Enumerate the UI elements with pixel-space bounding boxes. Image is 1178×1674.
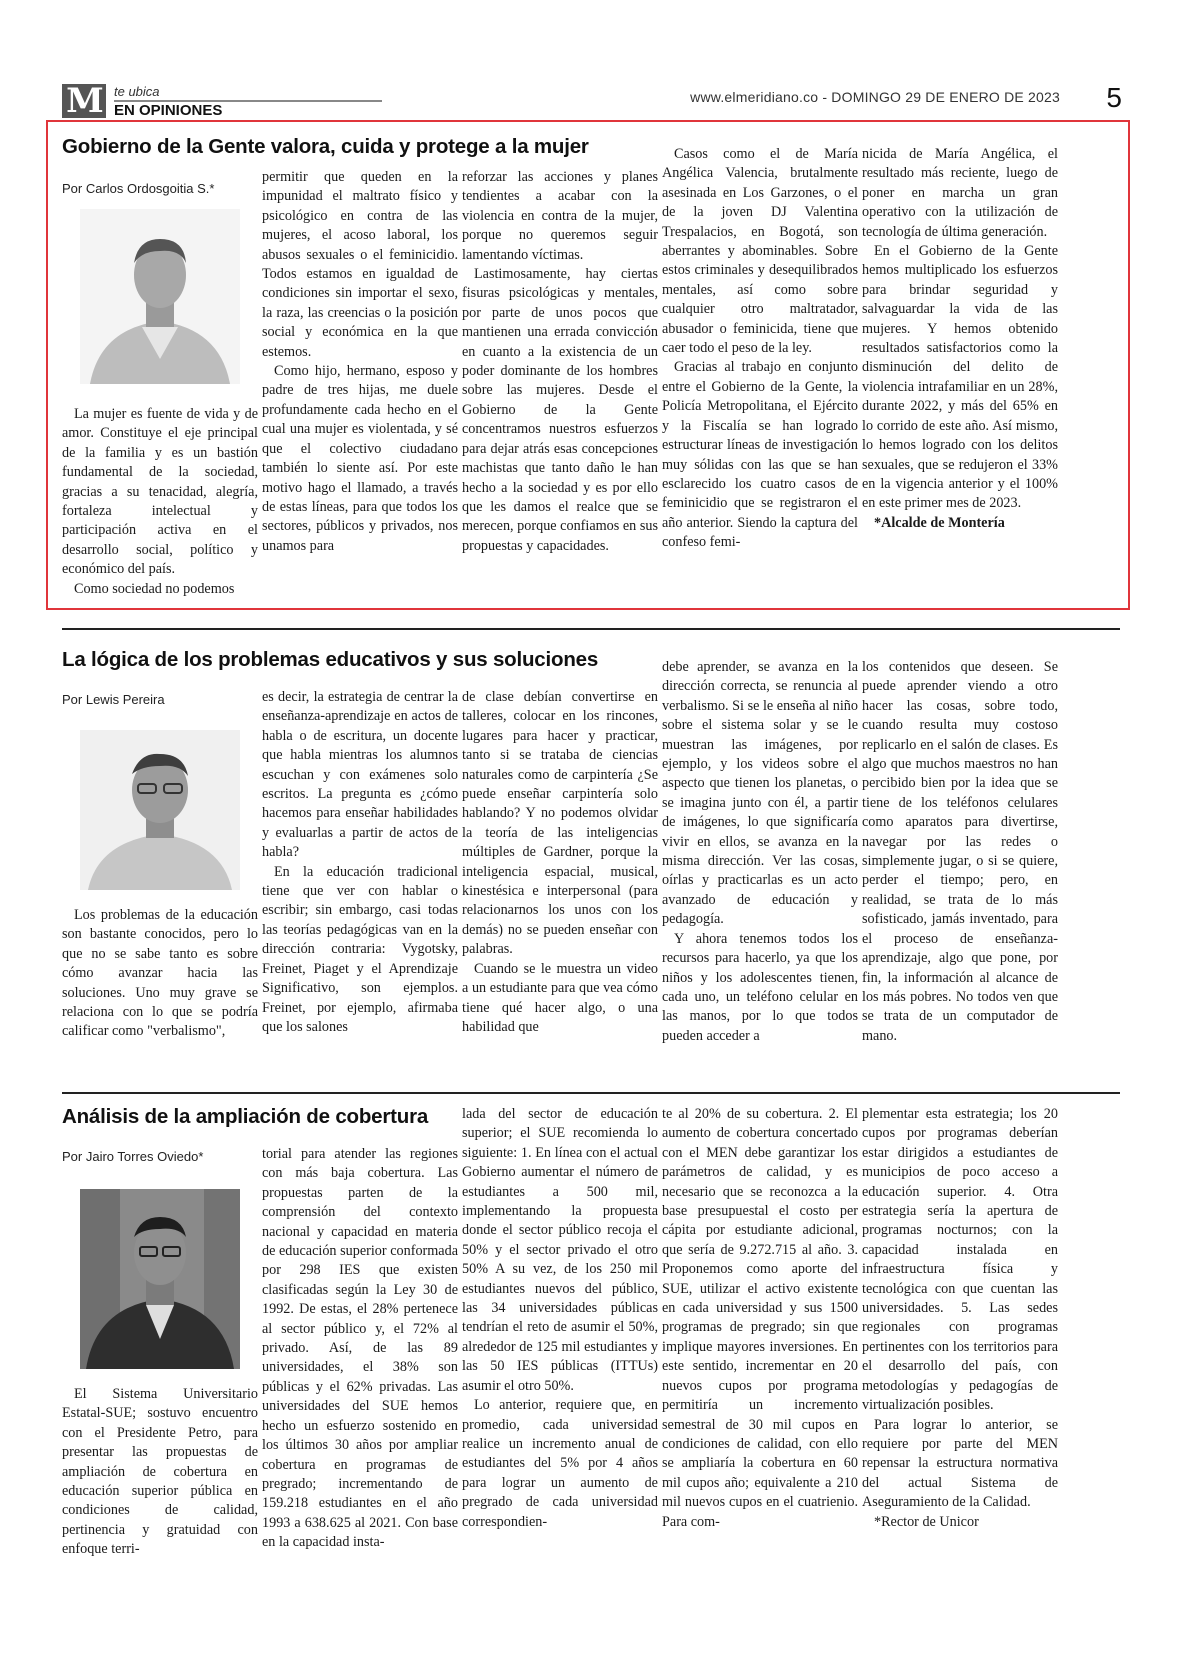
newspaper-logo[interactable]: M bbox=[62, 84, 106, 118]
paragraph: plementar esta estrategia; los 20 cupos por programas deberían estar dirigidos a estudiantes de municipios de poco acceso a educación superior. 4. Otra estrategia sería la apertura de programas nocturnos; con la capacidad instalada en infraestructura física y tecnológica con que cuentan las universidades. 5. Las sedes regionales con programas pertinentes con los territorios para el desarrollo del país, con metodologías y pedagogías de virtualización posibles. bbox=[862, 1106, 1058, 1414]
text-column bbox=[262, 1145, 458, 1635]
paragraph: debe aprender, se avanza en la dirección correcta, se renuncia al verbalismo. Si se le enseña al niño sobre el sistema solar y se le muestran las imágenes, por ejemplo, y los videos sobre el aspecto que tienen los planetas, o se imagina junto con él, a partir de imágenes, lo que significaría vivir en ellos, se avanza en la misma dirección. Ver las cosas, oírlas y practicarlas es un acto avanzado de educación y pedagogía. bbox=[662, 659, 858, 928]
text-column bbox=[862, 145, 1058, 605]
paragraph: de clase debían convertirse en talleres, colocar en los rincones, lugares para hacer y practicar, tanto si se trataba de ciencias naturales como de carpintería ¿Se puede enseñar carpintería solo hablando? Y no podemos olvidar la teoría de las inteligencias múltiples de Gardner, porque la inteligencia espacial, musical, kinestésica e interpersonal (para relacionarnos los unos con los demás) no se pueden enseñar con palabras. bbox=[462, 689, 658, 958]
paragraph: Y ahora tenemos todos los recursos para hacerlo, ya que los niños y los adolescentes tienen, cada uno, un teléfono celular en las manos, por lo que todos pueden acceder a bbox=[662, 930, 858, 1044]
section-name: EN OPINIONES bbox=[114, 102, 223, 119]
author-photo bbox=[80, 209, 240, 384]
article-byline: Por Jairo Torres Oviedo* bbox=[62, 1149, 204, 1164]
page-number: 5 bbox=[1106, 82, 1122, 113]
paragraph: es decir, la estrategia de centrar la enseñanza-aprendizaje en actos de habla o de escritura, un docente que habla mientras los alumnos escuchan y con exámenes solo escritos. La pregunta es ¿cómo hacemos para enseñar habilidades y evaluarlas a partir de actos de habla? bbox=[262, 689, 458, 861]
article-coverage-analysis bbox=[62, 1105, 1120, 1635]
author-signature: *Alcalde de Montería bbox=[874, 514, 1005, 531]
dateline: www.elmeridiano.co - DOMINGO 29 DE ENERO DE 2023 bbox=[690, 89, 1060, 105]
text-column bbox=[62, 906, 258, 1078]
paragraph: Lo anterior, requiere que, en promedio, cada universidad realice un incremento anual de estudiantes del 5% por 4 años para lograr un aumento de pregrado de cada universidad correspondien- bbox=[462, 1397, 658, 1530]
article-headline: Gobierno de la Gente valora, cuida y protege a la mujer bbox=[62, 135, 589, 158]
text-column bbox=[262, 688, 458, 1078]
paragraph: Para lograr lo anterior, se requiere por parte del MEN repensar la estructura normativa del actual Sistema de Aseguramiento de la Calidad. bbox=[862, 1416, 1058, 1511]
paragraph: te al 20% de su cobertura. 2. El aumento de cobertura concertado con el MEN debe garantizar los parámetros de calidad, y es necesario que se reconozca a la base presupuestal el costo per cápita por estudiante adicional, que sería de 9.272.715 al año. 3. Proponemos como aporte del SUE, utilizar el activo existente en cada universidad y sus 1500 programas de pregrado; sin que implique mayores inversiones. En este sentido, incrementar en 20 nuevos cupos por programa permitiría un incremento semestral de 30 mil cupos en condiciones de calidad, con ello se ampliaría la cobertura en 60 mil cupos año; equivalente a 210 mil nuevos cupos en el cuatrienio. Para com- bbox=[662, 1106, 858, 1530]
text-column bbox=[62, 1385, 258, 1585]
article-headline: La lógica de los problemas educativos y sus soluciones bbox=[62, 648, 599, 671]
paragraph: Los problemas de la educación son bastante conocidos, pero lo que no se sabe tanto es sobre cómo avanzar hacia las soluciones. Uno muy grave se relaciona con lo que se podría calificar como "verbalismo", bbox=[62, 907, 258, 1040]
text-column bbox=[262, 168, 458, 605]
article-byline: Por Carlos Ordosgoitia S.* bbox=[62, 181, 215, 196]
paragraph: En la educación tradicional tiene que ver con hablar o escribir; sin embargo, casi todas las teorías pedagógicas van en la dirección contraria: Vygotsky, Freinet, Piaget y el Aprendizaje Significativo, son ejemplos. Freinet, por ejemplo, afirmaba que los salones bbox=[262, 863, 458, 1035]
paragraph: Gracias al trabajo en conjunto entre el Gobierno de la Gente, la Policía Metropolitana, el Ejército y la Fiscalía se han logrado estructurar líneas de investigación muy sólidas con las que se han esclarecido los cuatro casos de feminicidio que se registraron el año anterior. Siendo la captura del confeso femi- bbox=[662, 359, 858, 551]
paragraph: reforzar las acciones y planes tendientes a acabar con la violencia en contra de la mujer, porque no queremos seguir lamentando víctimas. bbox=[462, 169, 658, 263]
paragraph: Casos como el de María Angélica Valencia, brutalmente asesinada en Los Garzones, o el de la joven DJ Valentina Trespalacios, en Bogotá, son aberrantes y abominables. Sobre estos criminales y desequilibrados mentales, así como sobre cualquier otro maltratador, abusador o feminicida, tiene que caer todo el peso de la ley. bbox=[662, 146, 858, 357]
text-column bbox=[462, 168, 658, 605]
article-separator bbox=[62, 628, 1120, 630]
paragraph: La mujer es fuente de vida y de amor. Constituye el eje principal de la familia y es un bastión fundamental de la sociedad, gracias a su tenacidad, alegría, fortaleza intelectual y participación activa en el desarrollo social, político y económico del país. bbox=[62, 406, 258, 578]
article-education-logic bbox=[62, 648, 1120, 1078]
text-column bbox=[662, 1105, 858, 1635]
author-photo bbox=[80, 730, 240, 890]
paragraph: En el Gobierno de la Gente hemos multiplicado los esfuerzos para brindar seguridad y salvaguardar la vida de las mujeres. Y hemos obtenido resultados satisfactorios como la disminución del delito de violencia intrafamiliar en un 28%, durante 2022, y más del 65% en lo corrido de este año. Así mismo, lo hemos logrado con los delitos sexuales, que se redujeron el 33% en la vigencia anterior y el 100% en este primer mes de 2023. bbox=[862, 243, 1058, 512]
author-photo bbox=[80, 1189, 240, 1369]
paragraph: Cuando se le muestra un video a un estudiante para que vea cómo tiene qué hacer algo, o una habilidad que bbox=[462, 960, 658, 1035]
paragraph: los contenidos que deseen. Se puede aprender viendo a otro hacer las cosas, sobre todo, cuando resulta muy costoso replicarlo en el salón de clases. Es algo que muchos maestros no han percibido bien por la idea que se tiene de los teléfonos celulares como aparatos para divertirse, navegar por las redes o simplemente jugar, o si se quiere, perder el tiempo; pero, en realidad, se trata de lo más sofisticado, jamás inventado, para el proceso de enseñanza-aprendizaje, algo que pone, por fin, la información al alcance de los más pobres. No todos ven que se trata de un computador de mano. bbox=[862, 659, 1058, 1044]
text-column bbox=[462, 688, 658, 1078]
text-column bbox=[862, 1105, 1058, 1635]
text-column bbox=[62, 405, 258, 605]
paragraph: nicida de María Angélica, el resultado más reciente, luego de poner en marcha un gran operativo con la utilización de tecnología de última generación. bbox=[862, 146, 1058, 240]
text-column bbox=[462, 1105, 658, 1635]
paragraph: Como sociedad no podemos bbox=[74, 580, 235, 597]
author-signature: *Rector de Unicor bbox=[874, 1513, 979, 1530]
article-headline: Análisis de la ampliación de cobertura bbox=[62, 1105, 429, 1128]
paragraph: Lastimosamente, hay ciertas fisuras psicológicas y mentales, por parte de unos pocos que mantienen una errada convicción en cuanto a la existencia de un poder dominante de los hombres sobre las mujeres. Desde el Gobierno de la Gente concentramos nuestros esfuerzos para dejar atrás esas concepciones machistas que tanto daño le han hecho a la sociedad y es por ello que les damos el realce que se merecen, porque confiamos en sus propuestas y capacidades. bbox=[462, 266, 658, 554]
masthead bbox=[62, 81, 1122, 121]
paragraph: torial para atender las regiones con más baja cobertura. Las propuestas parten de la comprensión del contexto nacional y capacidad en materia de educación superior conformada por 298 IES que existen clasificadas según la Ley 30 de 1992. De estas, el 28% pertenece al sector público y, el 72% al privado. Así, de las 89 universidades, el 38% son públicas y el 62% privadas. Las universidades del SUE hemos hecho un esfuerzo sostenido en los últimos 30 años por ampliar cobertura en programas de pregrado; incrementando de 159.218 estudiantes en el año 1993 a 638.625 al 2021. Con base en la capacidad insta- bbox=[262, 1146, 458, 1551]
text-column bbox=[862, 658, 1058, 1078]
text-column bbox=[662, 658, 858, 1078]
article-byline: Por Lewis Pereira bbox=[62, 692, 165, 707]
paragraph: permitir que queden en la impunidad el maltrato físico y psicológico en contra de las mujeres, el acoso laboral, los abusos sexuales o el feminicidio. Todos estamos en igualdad de condiciones sin importar el sexo, la raza, las creencias o la posición social y económica en la que estemos. bbox=[262, 169, 458, 360]
tagline: te ubica bbox=[114, 84, 160, 99]
paragraph: El Sistema Universitario Estatal-SUE; sostuvo encuentro con el Presidente Petro, para presentar las propuestas de ampliación de cobertura en educación superior pública en condiciones de calidad, pertinencia y gratuidad con enfoque terri- bbox=[62, 1386, 258, 1558]
article-separator bbox=[62, 1092, 1120, 1094]
paragraph: lada del sector de educación superior; el SUE recomienda lo siguiente: 1. En línea con el actual Gobierno aumentar el número de estudiantes a 500 mil, implementando la propuesta donde el sector público recoja el 50% y el sector privado el otro 50% A su vez, de los 250 mil estudiantes nuevos del público, las 34 universidades públicas tendrían el reto de asumir el 50%, alrededor de 125 mil estudiantes y las 50 IES públicas (ITTUs) asumir el otro 50%. bbox=[462, 1106, 658, 1394]
paragraph: Como hijo, hermano, esposo y padre de tres hijas, me duele profundamente cada hecho en el cual una mujer es violentada, y sé que el colectivo ciudadano también lo siente así. Por este motivo hago el llamado, a través de estas líneas, para que todos los sectores, públicos y privados, nos unamos para bbox=[262, 363, 458, 554]
text-column bbox=[662, 145, 858, 605]
article-women bbox=[62, 135, 1120, 605]
